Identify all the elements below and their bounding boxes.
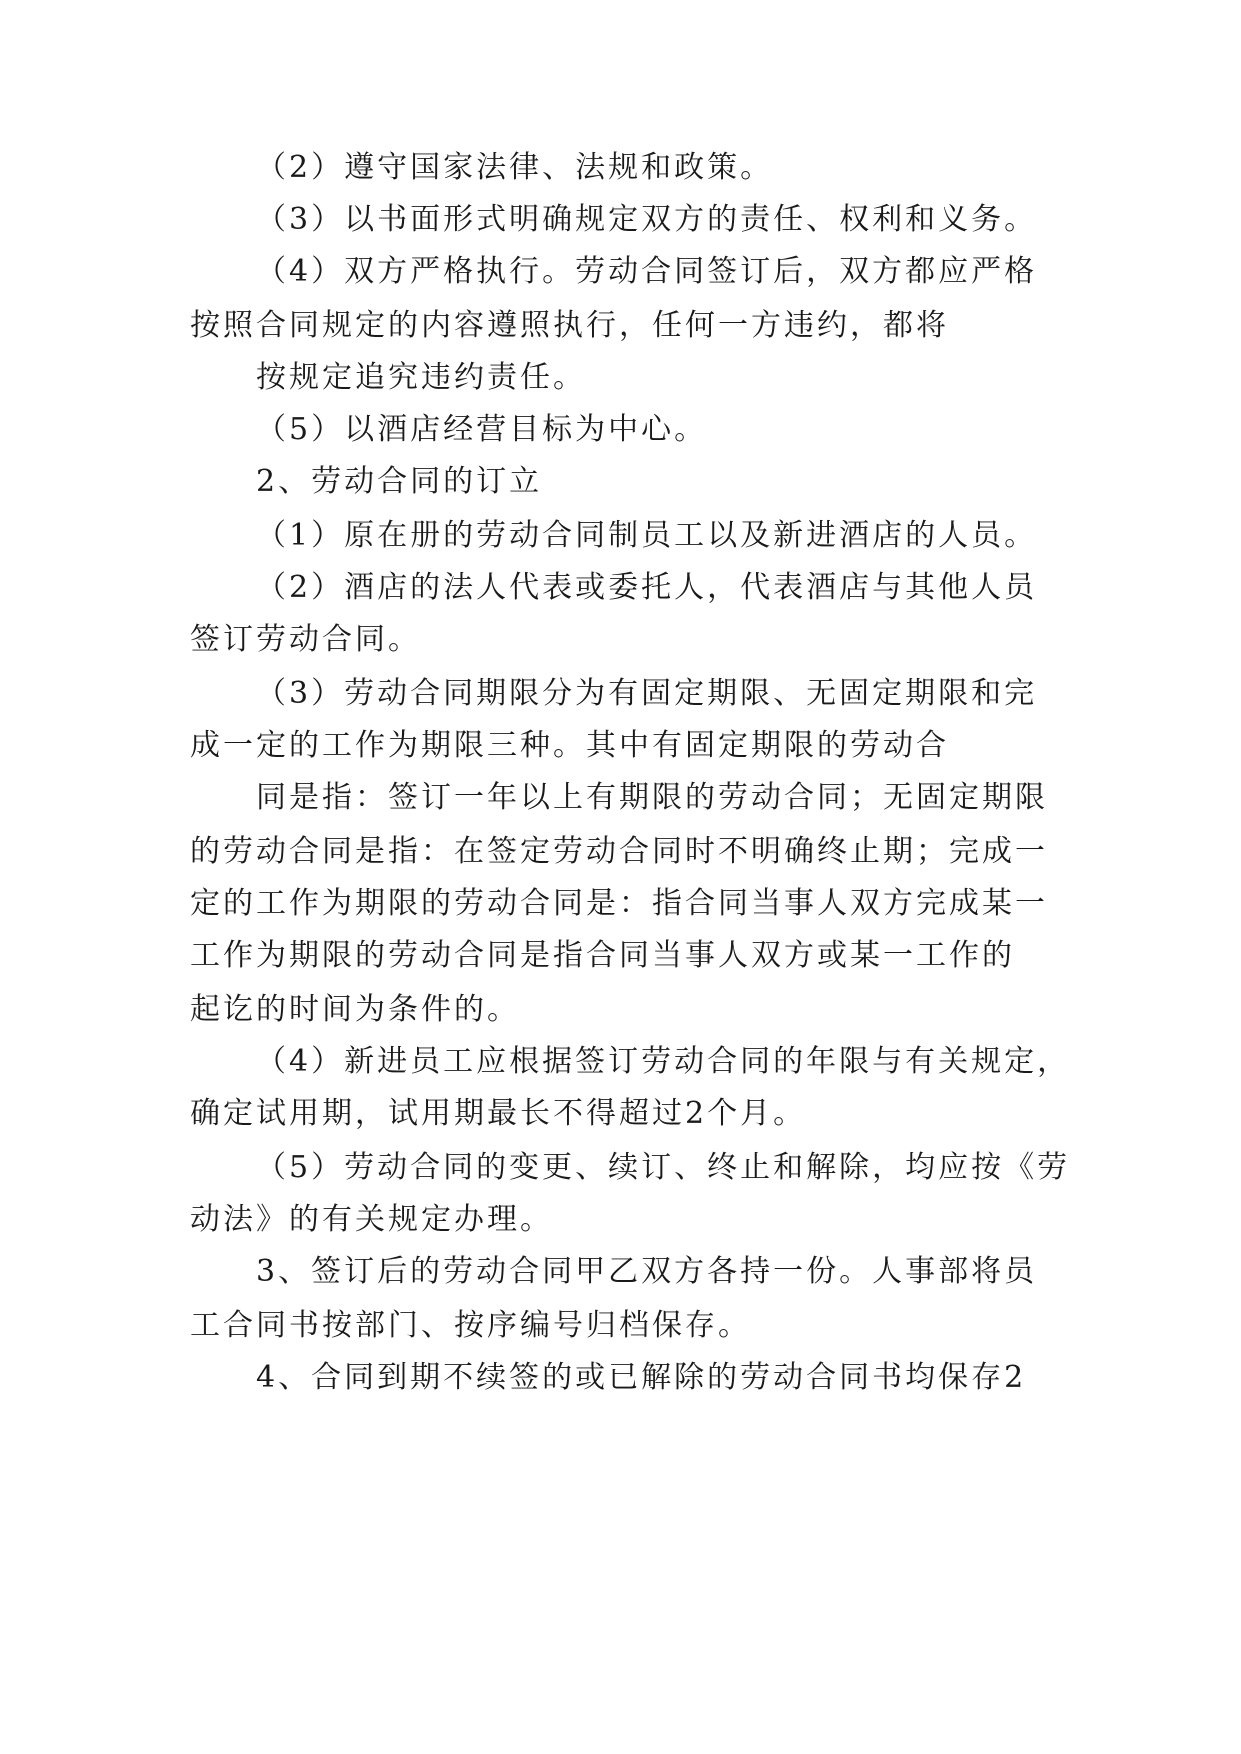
text-line: （4）新进员工应根据签订劳动合同的年限与有关规定， [256,1044,1071,1079]
text-line: （3）劳动合同期限分为有固定期限、无固定期限和完 [256,676,1038,711]
text-line: 4、合同到期不续签的或已解除的劳动合同书均保存2 [256,1360,1027,1395]
text-line: 起讫的时间为条件的。 [190,992,520,1027]
text-line: 同是指：签订一年以上有期限的劳动合同；无固定期限 [256,780,1048,815]
text-line: 成一定的工作为期限三种。其中有固定期限的劳动合 [190,728,949,763]
text-line: 按照合同规定的内容遵照执行，任何一方违约，都将 [190,308,949,343]
text-line: （3）以书面形式明确规定双方的责任、权利和义务。 [256,202,1038,237]
text-line: （5）劳动合同的变更、续订、终止和解除，均应按《劳 [256,1150,1071,1185]
text-line: 确定试用期，试用期最长不得超过2个月。 [190,1096,807,1131]
text-line: 工作为期限的劳动合同是指合同当事人双方或某一工作的 [190,938,1015,973]
section-heading: 2、劳动合同的订立 [256,464,543,499]
text-line: 动法》的有关规定办理。 [190,1202,553,1237]
text-line: 的劳动合同是指：在签定劳动合同时不明确终止期；完成一 [190,834,1048,869]
text-line: （1）原在册的劳动合同制员工以及新进酒店的人员。 [256,518,1038,553]
text-line: 定的工作为期限的劳动合同是：指合同当事人双方完成某一 [190,886,1048,921]
text-line: （5）以酒店经营目标为中心。 [256,412,708,447]
text-line: （4）双方严格执行。劳动合同签订后，双方都应严格 [256,254,1038,289]
text-line: 签订劳动合同。 [190,622,421,657]
text-line: 工合同书按部门、按序编号归档保存。 [190,1308,751,1343]
text-line: （2）酒店的法人代表或委托人，代表酒店与其他人员 [256,570,1038,605]
text-line: （2）遵守国家法律、法规和政策。 [256,150,774,185]
text-line: 按规定追究违约责任。 [256,360,586,395]
text-line: 3、签订后的劳动合同甲乙双方各持一份。人事部将员 [256,1254,1038,1289]
